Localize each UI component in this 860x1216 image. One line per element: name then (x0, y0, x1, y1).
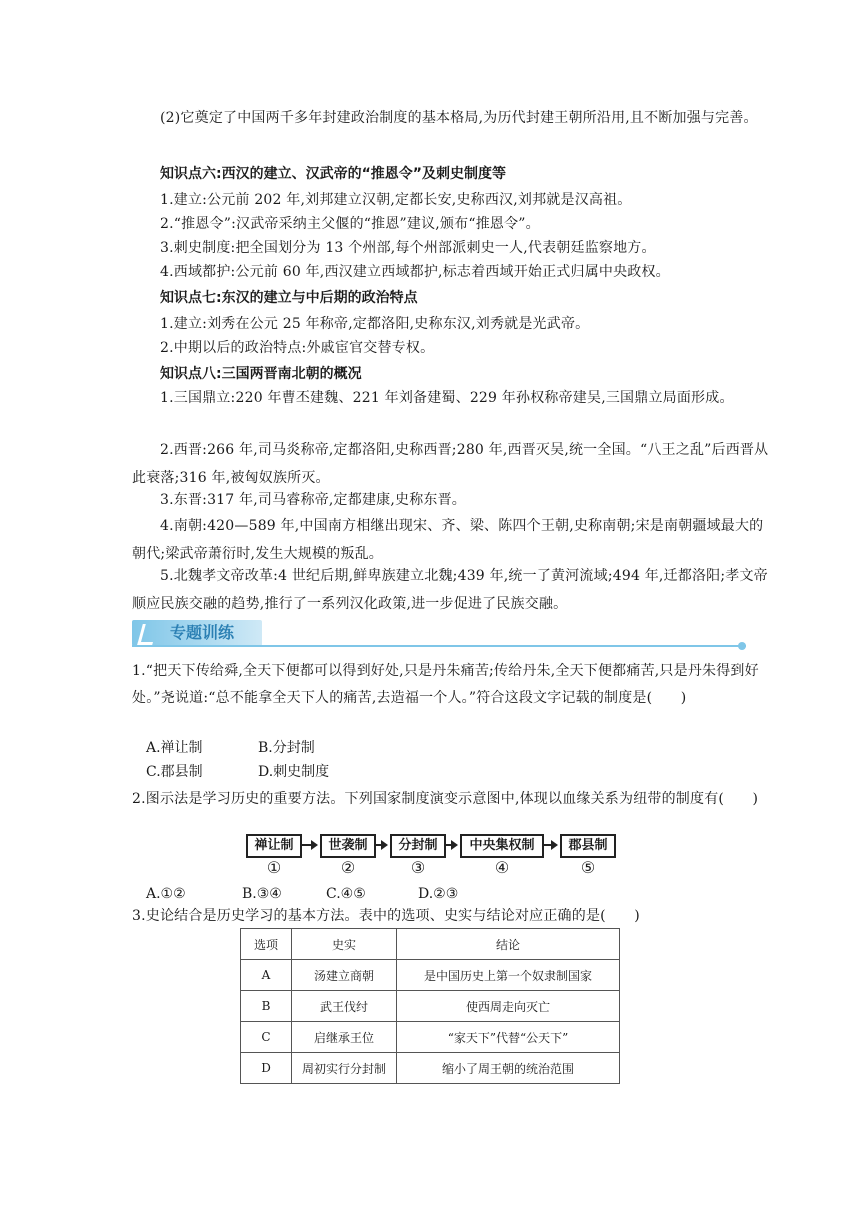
table-cell: B (241, 991, 292, 1022)
paragraph: 2.中期以后的政治特点:外戚宦官交替专权。 (160, 340, 435, 356)
q1-option-d: D.刺史制度 (258, 764, 330, 780)
flow-number-1: ① (266, 858, 282, 877)
table-cell: 汤建立商朝 (292, 960, 397, 991)
flow-number-4: ④ (494, 858, 510, 877)
q1-option-a: A.禅让制 (146, 740, 203, 756)
table-cell: “家天下”代替“公天下” (397, 1022, 620, 1053)
table-row (241, 991, 620, 1022)
knowledge-heading-6: 知识点六:西汉的建立、汉武帝的“推恩令”及刺史制度等 (160, 166, 506, 182)
flow-box-1: 禅让制 (246, 834, 302, 858)
flow-arrow (446, 844, 456, 846)
knowledge-heading-7: 知识点七:东汉的建立与中后期的政治特点 (160, 290, 418, 306)
flow-arrow (302, 844, 316, 846)
flow-number-2: ② (340, 858, 356, 877)
table-cell: 缩小了周王朝的统治范围 (397, 1053, 620, 1084)
paragraph: 5.北魏孝文帝改革:4 世纪后期,鲜卑族建立北魏;439 年,统一了黄河流域;494 年,迁都洛阳;孝文帝顺应民族交融的趋势,推行了一系列汉化政策,进一步促进了民族交融。 (132, 568, 768, 612)
table-cell: 武王伐纣 (292, 991, 397, 1022)
table-header: 史实 (292, 929, 397, 960)
table-row (241, 960, 620, 991)
flow-arrow (544, 844, 556, 846)
table-cell: D (241, 1053, 292, 1084)
table-cell: 周初实行分封制 (292, 1053, 397, 1084)
system-evolution-diagram (246, 834, 616, 880)
flow-box-5: 郡县制 (560, 834, 616, 858)
table-cell: A (241, 960, 292, 991)
table-header-row (241, 929, 620, 960)
paragraph: 1.建立:公元前 202 年,刘邦建立汉朝,定都长安,史称西汉,刘邦就是汉高祖。 (160, 192, 632, 208)
q2-option-d: D.②③ (418, 886, 459, 902)
question-3-stem: 3.史论结合是历史学习的基本方法。表中的选项、史实与结论对应正确的是( ) (132, 908, 640, 924)
flow-number-5: ⑤ (580, 858, 596, 877)
paragraph: 3.东晋:317 年,司马睿称帝,定都建康,史称东晋。 (160, 492, 466, 508)
knowledge-heading-8: 知识点八:三国两晋南北朝的概况 (160, 366, 362, 382)
question-2-stem: 2.图示法是学习历史的重要方法。下列国家制度演变示意图中,体现以血缘关系为纽带的制度有( ) (132, 791, 759, 807)
q2-option-c: C.④⑤ (326, 886, 366, 902)
history-table (240, 928, 620, 1084)
divider-end-dot (738, 642, 746, 650)
table-row (241, 1022, 620, 1053)
table-header: 结论 (397, 929, 620, 960)
flow-box-4: 中央集权制 (460, 834, 544, 858)
paragraph: 1.建立:刘秀在公元 25 年称帝,定都洛阳,史称东汉,刘秀就是光武帝。 (160, 316, 590, 332)
flow-arrow (376, 844, 386, 846)
table-cell: 是中国历史上第一个奴隶制国家 (397, 960, 620, 991)
question-1-stem: 1.“把天下传给舜,全天下便都可以得到好处,只是丹朱痛苦;传给丹朱,全天下便都痛苦,只是丹朱得到好处。”尧说道:“总不能拿全天下人的痛苦,去造福一个人。”符合这段文字记载的制度是( ) (132, 663, 759, 706)
table-cell: 启继承王位 (292, 1022, 397, 1053)
table-cell: 使西周走向灭亡 (397, 991, 620, 1022)
paragraph: 4.西域都护:公元前 60 年,西汉建立西域都护,标志着西域开始正式归属中央政权。 (160, 264, 670, 280)
table-cell: C (241, 1022, 292, 1053)
section-title: 专题训练 (170, 623, 235, 642)
section-header (132, 620, 746, 648)
q1-option-c: C.郡县制 (146, 764, 203, 780)
paragraph: (2)它奠定了中国两千多年封建政治制度的基本格局,为历代封建王朝所沿用,且不断加强与完善。 (160, 110, 758, 126)
flow-box-2: 世袭制 (320, 834, 376, 858)
paragraph: 2.“推恩令”:汉武帝采纳主父偃的“推恩”建议,颁布“推恩令”。 (160, 216, 540, 232)
paragraph: 1.三国鼎立:220 年曹丕建魏、221 年刘备建蜀、229 年孙权称帝建吴,三国鼎立局面形成。 (160, 390, 734, 406)
q2-option-a: A.①② (146, 886, 186, 902)
flow-box-3: 分封制 (390, 834, 446, 858)
paragraph: 2.西晋:266 年,司马炎称帝,定都洛阳,史称西晋;280 年,西晋灭吴,统一全国。“八王之乱”后西晋从此衰落;316 年,被匈奴族所灭。 (132, 442, 769, 486)
paragraph: 3.刺史制度:把全国划分为 13 个州部,每个州部派刺史一人,代表朝廷监察地方。 (160, 240, 656, 256)
section-divider (132, 645, 746, 647)
paragraph: 4.南朝:420—589 年,中国南方相继出现宋、齐、梁、陈四个王朝,史称南朝;宋是南朝疆域最大的朝代;梁武帝萧衍时,发生大规模的叛乱。 (132, 518, 764, 562)
table-row (241, 1053, 620, 1084)
table-header: 选项 (241, 929, 292, 960)
flow-number-3: ③ (410, 858, 426, 877)
q1-option-b: B.分封制 (258, 740, 315, 756)
q2-option-b: B.③④ (242, 886, 282, 902)
